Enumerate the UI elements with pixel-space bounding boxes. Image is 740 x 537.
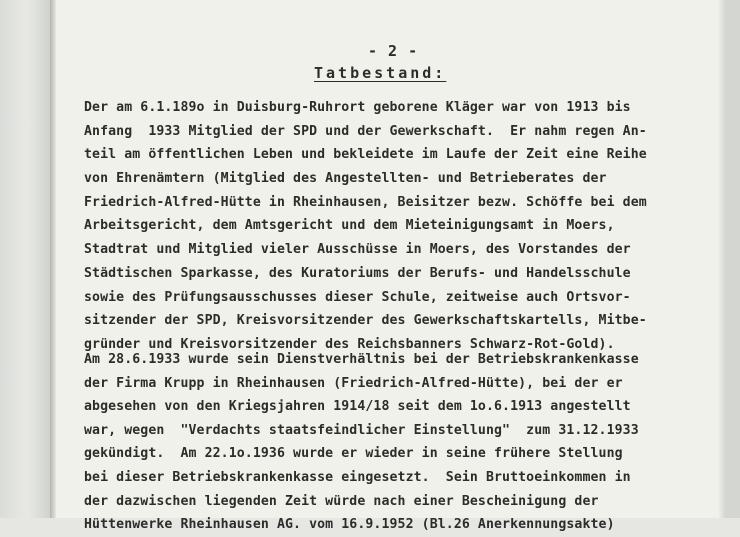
section-heading: Tatbestand:: [314, 64, 447, 82]
document-page: [56, 0, 726, 533]
text-line: sowie des Prüfungsausschusses dieser Schule, zeitweise auch Ortsvor-: [84, 289, 631, 305]
paragraph-2: [84, 348, 724, 537]
text-line: sitzender der SPD, Kreisvorsitzender des Gewerkschaftskartells, Mitbe-: [84, 313, 647, 329]
text-line: der Firma Krupp in Rheinhausen (Friedrich-Alfred-Hütte), bei der er: [84, 375, 623, 391]
previous-page-edge: [0, 0, 50, 518]
text-line: Arbeitsgericht, dem Amtsgericht und dem Mieteinigungsamt in Moers,: [84, 218, 615, 234]
paragraph-1: [84, 96, 724, 357]
text-line: Am 28.6.1933 wurde sein Dienstverhältnis bei der Betriebskrankenkasse: [84, 352, 639, 367]
text-line: Friedrich-Alfred-Hütte in Rheinhausen, Beisitzer bezw. Schöffe bei dem: [84, 194, 647, 210]
text-line: Anfang 1933 Mitglied der SPD und der Gewerkschaft. Er nahm regen An-: [84, 123, 647, 139]
text-line: abgesehen von den Kriegsjahren 1914/18 seit dem 1o.6.1913 angestellt: [84, 399, 631, 415]
text-line: war, wegen "Verdachts staatsfeindlicher Einstellung" zum 31.12.1933: [84, 422, 639, 438]
text-line: Hüttenwerke Rheinhausen AG. vom 16.9.1952 (Bl.26 Anerkennungsakte): [84, 517, 615, 533]
text-line: bei dieser Betriebskrankenkasse eingesetzt. Sein Bruttoeinkommen in: [84, 469, 631, 485]
page-number: - 2 -: [368, 42, 419, 60]
text-line: von Ehrenämtern (Mitglied des Angestellten- und Betrieberates der: [84, 171, 607, 187]
text-line: Der am 6.1.189o in Duisburg-Ruhrort geborene Kläger war von 1913 bis: [84, 100, 631, 115]
text-line: gekündigt. Am 22.1o.1936 wurde er wieder in seine frühere Stellung: [84, 446, 623, 462]
text-line: gründer und Kreisvorsitzender des Reichsbanners Schwarz-Rot-Gold).: [84, 336, 615, 352]
text-line: teil am öffentlichen Leben und bekleidete im Laufe der Zeit eine Reihe: [84, 147, 647, 163]
text-line: Stadtrat und Mitglied vieler Ausschüsse in Moers, des Vorstandes der: [84, 242, 631, 258]
text-line: der dazwischen liegenden Zeit würde nach einer Bescheinigung der: [84, 493, 599, 509]
next-page-edge: [726, 0, 740, 518]
text-line: Städtischen Sparkasse, des Kuratoriums der Berufs- und Handelsschule: [84, 265, 631, 281]
